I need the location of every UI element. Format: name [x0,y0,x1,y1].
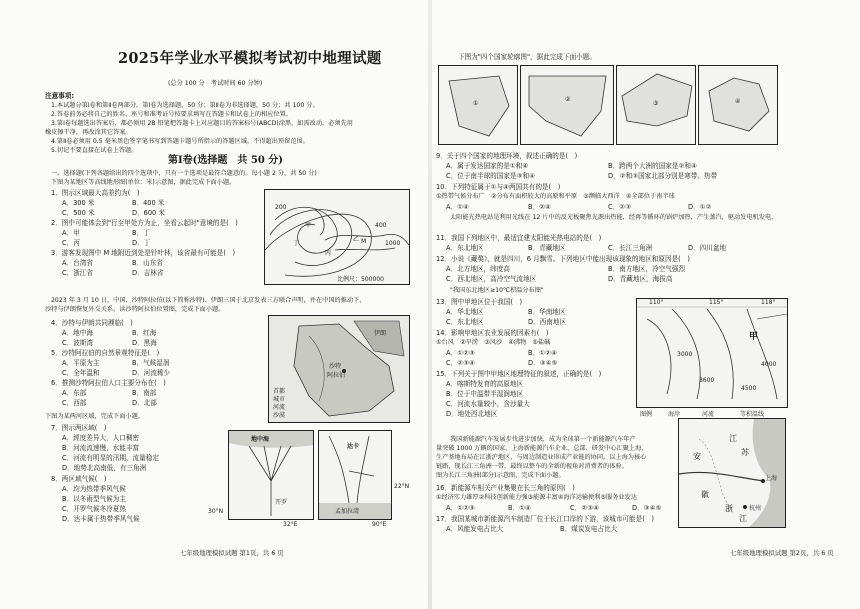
country-outline-1 [438,65,518,145]
q9-option-a: A．属于发达国家的是①和④ [446,162,529,170]
q12-stem: 12．小说《藏獒》，就是四川，6 月飘雪。下列地区中能出现该现象的地区和原因是( ) [436,255,690,263]
isotherm-lines [637,299,787,407]
temp-legend-river: 河流 [702,411,715,418]
contour-value-1000: 1000 [385,240,401,247]
saudi-legend-desert: 沙漠 [273,412,286,419]
notice-5: 5.切记不要直接在试卷上答题。 [51,147,138,154]
intro-7: 下图为某两河区域，完成下面小题。 [45,413,144,420]
q2-option-a: A．甲 [62,229,80,237]
contour-scale: 比例尺：500000 [337,276,384,283]
q7-stem: 7．图示两区域( ) [51,424,107,432]
yrd-label-jiang-1: 江 [729,434,737,443]
q2-stem: 2．图中可能体会到"行至甲处方为止，坐看云起时"意境的是( ) [51,219,238,227]
q3-option-d: D．吉林省 [132,269,164,277]
q4-option-b: B．红海 [132,329,157,337]
q1-option-c: C．500 米 [62,209,95,217]
q15-option-a: A．喀斯特发育的高原地区 [446,380,524,388]
intro-4: 2023 年 3 月 10 日，中国、沙特阿拉伯(以下简称沙特)、伊朗三国于北京发表三方联合声明，并在中国的推动下， [51,297,366,304]
yrd-label-jiang-2: 江 [739,514,747,523]
yrd-label-su: 苏 [741,448,749,457]
q13-option-b: B．华南地区 [528,308,566,316]
q14-option-a: A．①②③ [446,349,475,357]
q10-stem: 10．下列特征属于①与④两国共有的是( ) [436,183,561,191]
q8-option-b: B．以冬雨型气候为主 [62,495,126,503]
yrd-label-zhe: 浙 [725,504,733,513]
q4-option-a: A．地中海 [62,329,93,337]
country-label-1: ① [473,100,479,107]
q13-option-a: A．华北地区 [446,308,484,316]
contour-lines [265,190,409,284]
para-16-line-2: 量突破 1000 万辆的国家，上海新能源汽车企业、总部、研发中心汇聚上海， [436,445,648,452]
yrd-label-shanghai: 上海 [765,475,778,482]
nile-delta-lines [229,431,313,519]
q11-option-a: A．东北地区 [446,244,484,252]
q9-option-d: D．②和③国家北部分别是寒带、热带 [608,172,718,180]
q6-option-a: A．东部 [62,389,87,397]
q4-stem: 4．沙特与伊朗共同濒临( ) [51,319,133,327]
q15-option-b: B．位于中温带半湿润地区 [446,390,524,398]
para-16-line-1: 我国新能源汽车发展步伐进步加快，成为全球第一个新能源汽车年产 [450,436,636,443]
country-label-3: ③ [653,100,659,107]
river-label-90e: 90°E [372,521,387,528]
q14-option-d: D．③④⑤ [528,359,558,367]
q8-stem: 8．两区域气候( ) [51,475,107,483]
country-label-4: ④ [735,98,741,105]
saudi-legend-capital: 首都 [273,388,286,395]
notice-1: 1.本试题分第Ⅰ卷和第Ⅱ卷两部分。第Ⅰ卷为选择题，50 分；第Ⅱ卷为非选择题，50 分；共 100 分。 [51,102,319,109]
q8-option-c: C．开罗气候冬冷夏热 [62,505,126,513]
exam-title: 2025年学业水平模拟考试初中地理试题 [118,50,382,67]
q4-option-c: C．波斯湾 [62,339,93,347]
q12-option-a: A．北方地区，纬度高 [446,265,510,273]
notice-title: 注意事项: [45,92,75,100]
q13-option-d: D．西南地区 [528,318,567,326]
yrd-label-hui: 徽 [701,490,709,499]
river-label-bay-of-bengal: 孟加拉湾 [335,508,360,515]
country-outline-3 [616,65,696,145]
q17-stem: 17．我国某城市新能源汽车制造厂位于长江口岸的下游，该城市可能是( ) [436,515,654,523]
saudi-label-iran: 伊朗 [374,330,387,337]
temp-map-3000: 3000 [677,351,693,358]
q12-option-b: B．南方地区，冷空气强烈 [608,265,686,273]
temp-map-lon-110: 110° [649,299,664,306]
q5-stem: 5．沙特阿拉伯的自然景观特征是( ) [51,349,160,357]
q3-option-b: B．山东省 [132,259,163,267]
q11-option-c: C．长江三角洲 [608,244,653,252]
yrd-label-hangzhou: 杭州 [749,505,762,512]
q6-stem: 6．推测沙特阿拉伯人口主要分布在( ) [51,379,166,387]
saudi-map [268,315,410,423]
q9-option-c: C．位于南半球的国家是③和④ [446,172,535,180]
river-map-dhaka [318,430,392,520]
q3-option-c: C．浙江省 [62,269,93,277]
para-11: 太阳能光热电站是利用光线在 12 片中的反光板聚焦光源出热能，经再等循环的锅炉加热，产生蒸汽，驱动发电机发电。 [450,214,778,221]
contour-value-200: 200 [275,204,287,211]
q9-stem: 9．关于四个国家的地理环境，叙述正确的是( ) [436,152,578,160]
temp-map-3600: 3600 [699,377,715,384]
q10-option-a: A．①④ [446,203,469,211]
temp-map-lon-118: 118° [761,299,776,306]
temp-map-lon-115: 115° [709,299,724,306]
q10-option-d: D．①② [688,203,712,211]
q11-stem: 11．我国下列地区中，最适宜建太阳能光热电站的是( ) [436,234,602,242]
exam-meta: (总分 100 分 考试时间 60 分钟) [168,80,263,87]
q1-option-d: D．600 米 [132,209,165,217]
contour-map [264,189,410,285]
q3-option-a: A．台湾省 [62,259,93,267]
q6-option-b: B．南部 [132,389,157,397]
right-page [430,0,860,609]
intro-9: 下图为"四个国家轮廓图"，据此完成下面小题。 [458,53,596,61]
q6-option-c: C．西部 [62,399,87,407]
q5-option-d: D．河流稀少 [132,369,171,377]
q6-option-d: D．北部 [132,399,157,407]
q16-option-c: C．②③④ [570,504,599,512]
q16-option-b: B．①④ [508,504,531,512]
q13-option-c: C．东北地区 [446,318,484,326]
country-outline-4 [698,65,778,145]
q11-option-d: D．四川盆地 [688,244,727,252]
contour-label-m: M [361,238,367,245]
q17-option-b: B．煤炭发电占比大 [560,525,618,533]
q16-option-d: D．③④⑤ [632,504,662,512]
river-label-mediterranean: 地中海 [251,436,270,443]
yangtze-delta-map [678,418,786,528]
q9-option-b: B．跨两个大洲的国家是②和④ [608,162,697,170]
q5-option-a: A．平原为主 [62,359,100,367]
yrd-label-an: 安 [693,452,701,461]
q5-option-b: B．气候湿润 [132,359,170,367]
river-label-30n: 30°N [208,508,224,515]
temp-map-4000: 4000 [761,361,777,368]
river-label-22n: 22°N [394,483,410,490]
q2-option-d: D．丁 [132,239,151,247]
contour-value-400: 400 [375,222,387,229]
q1-stem: 1．图示区域最大高差约为( ) [51,189,140,197]
contour-label-ding: 丁 [293,240,300,247]
notice-3: 3.第Ⅰ卷每题选出答案后，都必须用 2B 铅笔把答题卡上对应题目的答案标号(ABCD)涂黑，如需改动，必须先用 [51,120,353,127]
river-label-dhaka: 达卡 [347,443,360,450]
q14-statements: ①台风 ②旱涝 ③风沙 ④沸物 ⑤盐碱 [436,339,551,346]
q8-option-a: A．均为热带季风气候 [62,485,126,493]
para-16-line-5: 图为长江三角洲(部分)示意图，完成下面小题。 [436,472,565,479]
contour-label-yi: 乙 [353,236,360,243]
saudi-legend-city: 城市 [273,396,286,403]
temp-legend-coast: 海岸 [668,411,681,418]
q13-stem: 13．图中甲地区位于我国( ) [436,298,523,306]
right-footer: 七年级地理模拟试题 第2页，共 6 页 [730,549,834,557]
q10-option-b: B．②④ [528,203,551,211]
q2-option-c: C．丙 [62,239,80,247]
q7-option-a: A．經度差异大，人口稠密 [62,434,140,442]
q7-option-c: C．河流有明显的汛期，流量稳定 [62,454,159,462]
accumulated-temp-map [636,298,788,408]
para-16-line-4: 链路，现长江三角洲一带，最终以整车的全新的视角对消费者的体验。 [436,463,628,470]
saudi-legend-river: 河流 [273,404,286,411]
contour-label-bing: 丙 [325,250,332,257]
q16-stem: 16．新能源车相关产业集聚在长三角的原因( ) [436,484,575,492]
notice-2: 2.答卷前务必将自己的姓名、座号和准考证号按要求填写在答题卡和试卷上的相应位置。 [51,111,293,118]
q14-option-c: C．②③④ [446,359,475,367]
section-instruction-2: 下图为某地区等高线地形图(单位：米)示意图，据此完成下面小题。 [51,179,236,186]
river-label-32e: 32°E [283,521,298,528]
section-instruction: 一、选择题(下列各题给出的四个选项中，只有一个选项是最符合题意的。每小题 2 分，共 50 分) [51,170,317,177]
q7-option-b: B．河流流速慢，水能丰富 [62,444,140,452]
intro-4b: 沙特与伊朗恢复外交关系。读沙特阿拉伯位置图，完成下面小题。 [45,306,225,313]
q4-option-d: D．黑海 [132,339,157,347]
contour-label-jia: 甲 [305,222,312,229]
country-label-2: ② [565,96,571,103]
q14-option-b: B．①②④ [528,349,557,357]
q2-option-b: B．丁 [132,229,150,237]
q14-stem: 14．影响甲地区农业发展的因素有( ) [436,329,549,337]
q8-option-d: D．达卡属于热带季风气候 [62,515,140,523]
notice-4: 4.第Ⅱ卷必须用 0.5 毫米黑色签字笔书写到答题卡题号所指示的答题区域，不得超出预留范围。 [51,138,309,145]
q11-option-b: B．青藏地区 [528,244,566,252]
para-16-line-3: 生产基地布局在江浙沪地区，与周边制造业形成产业链的协同。以上海为核心 [436,454,647,461]
q16-option-a: A．①②③ [446,504,475,512]
left-footer: 七年级地理模拟试题 第1页，共 6 页 [180,549,284,557]
river-map-cairo [228,430,314,520]
q1-option-b: B．400 米 [132,199,165,207]
q17-option-a: A．风能发电占比大 [446,525,504,533]
q15-option-d: D．地处西北地区 [446,410,498,418]
q7-option-d: D．地势北高南低，有三角洲 [62,464,147,472]
country-outline-2 [520,65,614,145]
q12-option-c: C．西北地区，高冷空气流地区 [446,275,537,283]
q16-statements: ①经济实力雄厚②科技创新能力强③能源丰富④海洋运输便利⑤服务业发达 [436,494,637,501]
q3-stem: 3．游客发现图中 M 地附近到处是针叶林，该省最有可能是( ) [51,249,236,257]
section-title: 第Ⅰ卷(选择题 共 50 分) [168,155,284,166]
q5-option-c: C．全年温和 [62,369,100,377]
temp-legend-isotherm: 等积温线 [740,411,765,418]
q1-option-a: A．300 米 [62,199,95,207]
river-label-cairo: 开罗 [275,499,288,506]
q10-statements: ①热带气候分布广 ②分布有面积较大的高原和平原 ③濒临大西洋 ④全部位于南半球 [436,193,675,200]
q15-option-c: C．河流水量较小，含沙量大 [446,400,530,408]
notice-3b: 橡皮擦干净，再改涂其它答案。 [45,129,132,136]
temp-map-label-jia: 甲 [749,332,759,342]
q10-option-c: C．②③ [608,203,632,211]
temp-map-4500: 4500 [741,385,757,392]
temp-legend-title: 图例 [640,411,653,418]
saudi-label-shate: 沙特 [329,363,342,370]
q15-stem: 15．下列关于图中甲地区地理特征的叙述，正确的是( ) [436,370,602,378]
quote-13: "我国东北地区≥10℃积温分布图" [450,287,544,294]
saudi-label-arabia: 阿拉伯 [327,372,346,379]
q12-option-d: D．青藏地区，海拔高 [608,275,673,283]
